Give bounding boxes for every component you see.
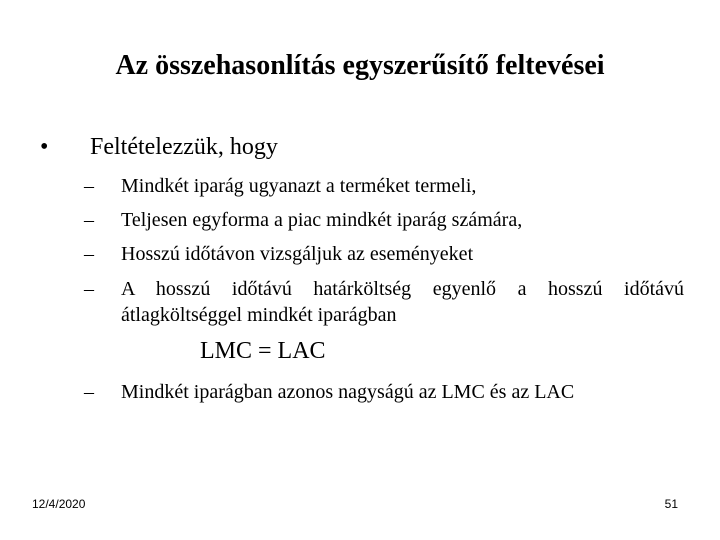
sub-item-text: A hosszú időtávú határköltség egyenlő a hosszú időtávú átlagköltséggel mindkét iparágban (121, 278, 684, 326)
sub-item-text: Mindkét iparág ugyanazt a terméket termeli, (121, 175, 477, 197)
dash-marker: – (84, 209, 94, 231)
dash-marker: – (84, 278, 94, 300)
footer-date: 12/4/2020 (32, 497, 86, 511)
sub-item (84, 379, 684, 405)
page-number: 51 (664, 497, 678, 511)
sub-item-text: Mindkét iparágban azonos nagyságú az LMC és az LAC (121, 381, 575, 403)
dash-marker: – (84, 381, 94, 403)
sub-item (84, 276, 684, 328)
formula: LMC = LAC (200, 338, 326, 364)
sub-item-text: Hosszú időtávon vizsgáljuk az eseményeket (121, 243, 474, 265)
slide-title: Az összehasonlítás egyszerűsítő feltevései (115, 50, 605, 81)
sub-item (84, 241, 684, 267)
sub-item (84, 207, 684, 233)
dash-marker: – (84, 243, 94, 265)
bullet-dot: • (40, 134, 49, 160)
main-bullet-text: Feltételezzük, hogy (90, 134, 278, 160)
dash-marker: – (84, 175, 94, 197)
sub-item (84, 173, 684, 199)
sub-item-text: Teljesen egyforma a piac mindkét iparág számára, (121, 209, 523, 231)
